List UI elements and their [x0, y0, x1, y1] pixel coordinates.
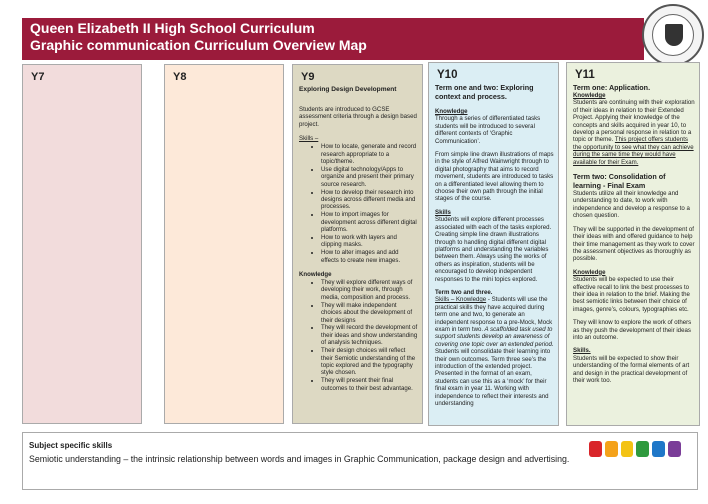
year-label: Y10: [437, 69, 458, 81]
intro-text: Students are introduced to GCSE assessment criteria through a design based project.: [299, 106, 417, 128]
paragraph: [573, 99, 695, 166]
list-item: • Their design choices will reflect their Semiotic understanding of the topic explored and the typography style chosen.: [321, 347, 418, 377]
skills-heading: Skills.: [573, 347, 591, 355]
paragraph-underlined: This project offers students the opportunity to see what they can achieve during the same time they would have available for their Exam.: [573, 136, 694, 166]
column-y7: [22, 64, 142, 424]
knowledge-text: Through a series of differentiated tasks students will be introduced to several different contexts of ‘Graphic Communication’.: [435, 115, 541, 145]
skills-icons: [589, 441, 681, 463]
skills-heading: Skills: [435, 208, 451, 216]
year-label: Y11: [575, 69, 595, 81]
paragraph: They will be supported in the development of their ideas with and offered guidance to help their time management as they work to cover the assessment objectives as thoroughly as possible.: [573, 225, 695, 263]
term-heading: Term two and three.: [435, 288, 493, 296]
skill-icon: [636, 441, 649, 457]
skill-icon: [621, 441, 634, 457]
footer-text: Semiotic understanding – the intrinsic relationship between words and images in Graphic Communication, package design and advertising.: [29, 454, 570, 464]
column-y9: [292, 64, 423, 424]
term-label: Skills – Knowledge: [435, 296, 487, 304]
page-subtitle: Graphic communication Curriculum Overview Map: [30, 37, 367, 53]
list-item: • How to develop their research into designs across different media and processes.: [321, 189, 418, 211]
skills-list: [321, 143, 418, 264]
paragraph: Students will be expected to show their understanding of the formal elements of art and design in the practical development of their work too.: [573, 354, 690, 384]
skills-heading: Skills –: [299, 135, 319, 143]
list-item: • They will explore different ways of developing their work, through media, composition and process.: [321, 279, 418, 301]
column-heading: Exploring Design Development: [299, 86, 397, 93]
list-item: • How to work with layers and clipping masks.: [321, 234, 418, 249]
page-title: Queen Elizabeth II High School Curriculum: [30, 20, 315, 36]
list-item: • How to import images for development across different digital platforms.: [321, 211, 418, 233]
skill-icon: [589, 441, 602, 457]
knowledge-heading: Knowledge: [573, 92, 606, 99]
year-label: Y9: [301, 71, 315, 83]
list-item: • How to alter images and add effects to create new images.: [321, 249, 418, 264]
year-label: Y7: [31, 71, 45, 83]
paragraph: From simple line drawn illustrations of maps in the style of Alfred Wainwright through to digital photography that aims to record movement, students are introduced to tasks on a differentiated level allowing them to choose their own path through the initial stages of the course.: [435, 151, 554, 203]
paragraph: Students will be expected to use their effective recall to link the best processes to their idea in relation to the brief. Making the best semiotic links between their choice of images, genre’s, colours, typographies etc.: [573, 276, 690, 313]
knowledge-list: [321, 279, 418, 392]
paragraph: They will know to explore the work of others as they push the development of their ideas into an outcome.: [573, 319, 692, 341]
list-item: • Use digital technology/Apps to organize and present their primary source research.: [321, 166, 418, 188]
skills-text: Students will explore different processes associated with each of the tasks explored. Creating simple line drawn illustrations through to handling digital different digital platforms and understanding the variables between them. Always using the works of others as inspiration, students will be encouraged to develop independent responses to the mini topics explored.: [435, 216, 552, 283]
term-text-part: - Students will use the practical skills they have acquired during term one and two, to generate an independent response to a pre-Mock, Mock exam in term two.: [435, 296, 553, 333]
knowledge-heading: Knowledge: [299, 271, 332, 279]
term-heading: Term one: Application.: [573, 83, 651, 92]
term-text-italic: A scaffolded task used to support students develop an awareness of covering one topic over an extended period.: [435, 325, 554, 348]
term-heading: Term two: Consolidation of learning - Final Exam: [573, 172, 666, 191]
term-text-part: Students will consolidate their learning into their own outcomes. Term three see’s the introduction of the extended project. Presented in the format of an exam, students can use this as a ‘mock’ for their final exam in year 11. Working with independence to reflect their interests and understanding: [435, 348, 551, 408]
term-text: [435, 296, 554, 407]
list-item: • How to locate, generate and record research appropriate to a topic/theme.: [321, 143, 418, 165]
paragraph: Students utilize all their knowledge and understanding to date, to work with independence and develop a response to a chosen question.: [573, 190, 690, 220]
knowledge-heading: Knowledge: [435, 108, 468, 115]
list-item: • They will record the development of their ideas and show understanding of analysis techniques.: [321, 324, 418, 346]
column-y11: [566, 62, 700, 426]
skill-icon: [652, 441, 665, 457]
skill-icon: [605, 441, 618, 457]
school-crest-icon: [642, 4, 704, 66]
subject-skills-footer: [22, 432, 698, 490]
knowledge-heading: Knowledge: [573, 268, 606, 276]
column-heading: Term one and two: Exploring context and process.: [435, 83, 534, 101]
year-label: Y8: [173, 71, 187, 83]
column-y8: [164, 64, 284, 424]
footer-title: Subject specific skills: [29, 441, 113, 450]
list-item: • They will make independent choices about the development of their designs: [321, 302, 418, 324]
list-item: • They will present their final outcomes to their best advantage.: [321, 377, 418, 392]
paragraph-part: Students are continuing with their exploration of their ideas in relation to their Extended Project. Applying their knowledge of the concepts and skills acquired in year 10, to develop a personal response in relation to a topic or theme.: [573, 99, 695, 144]
column-y10: [428, 62, 559, 426]
skill-icon: [668, 441, 681, 457]
